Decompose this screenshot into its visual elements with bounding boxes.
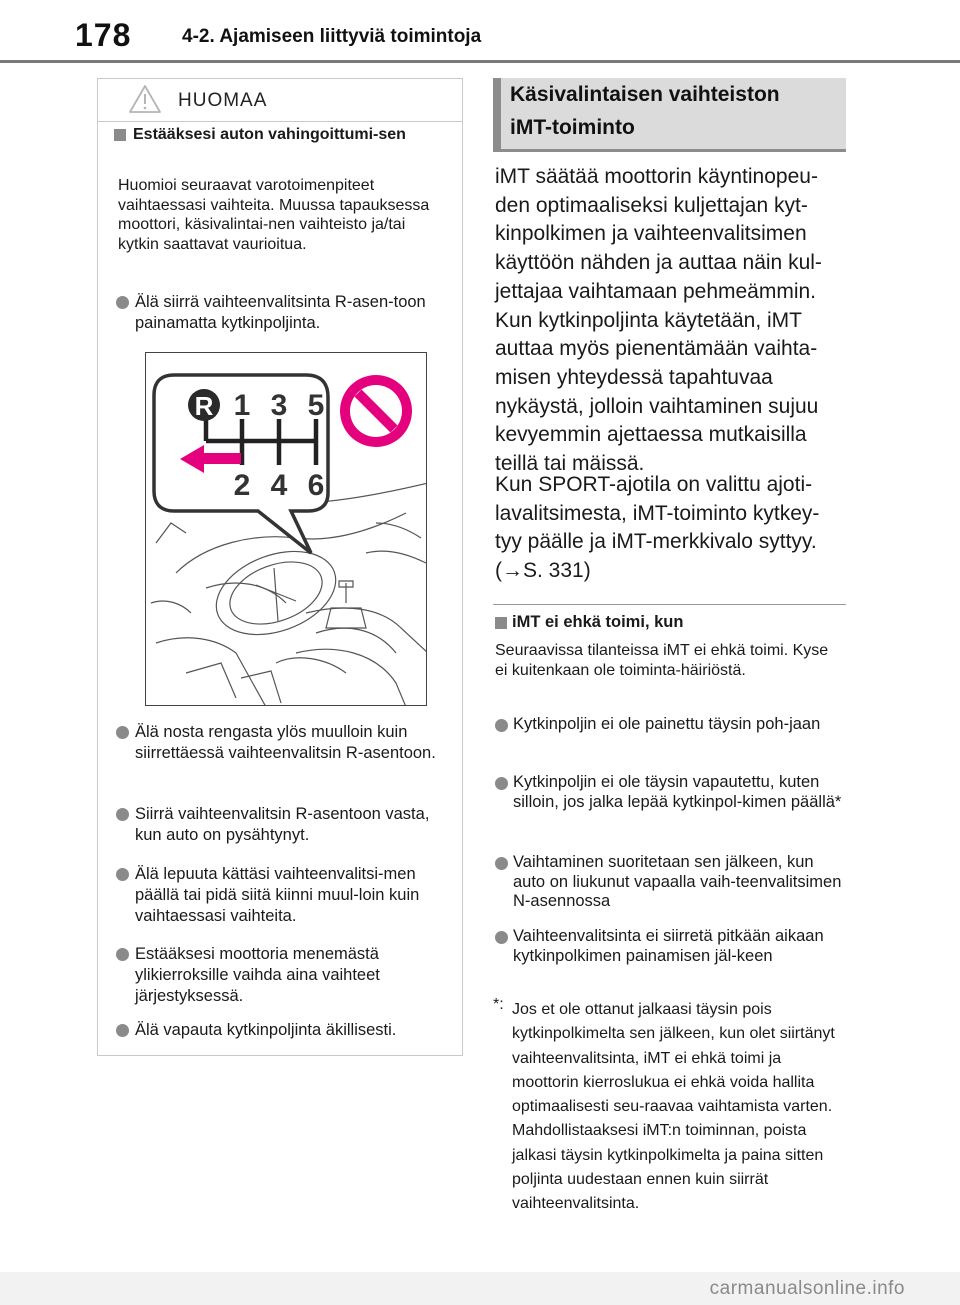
- square-bullet-icon: [114, 129, 126, 141]
- caution-intro: Huomioi seuraavat varotoimenpiteet vaihtaessasi vaihteita. Muussa tapauksessa moottori, käsivalintai-nen vaihteisto ja/tai kytkin saattavat vaurioitua.: [118, 177, 430, 253]
- section-heading: Käsivalintaisen vaihteiston iMT-toiminto: [493, 78, 846, 152]
- round-bullet-icon: [495, 777, 508, 790]
- caution-title: HUOMAA: [178, 90, 268, 111]
- subsection-intro: Seuraavissa tilanteissa iMT ei ehkä toimi. Kyse ei kuitenkaan ole toiminta-häiriöstä.: [495, 642, 829, 679]
- section-title: 4-2. Ajamiseen liittyviä toimintoja: [182, 26, 482, 47]
- round-bullet-icon: [495, 931, 508, 944]
- gear-label: 6: [307, 469, 325, 502]
- gear-label: 3: [270, 389, 288, 422]
- prohibited-icon: [340, 375, 412, 447]
- round-bullet-icon: [116, 296, 129, 309]
- gear-label: 5: [307, 389, 325, 422]
- round-bullet-icon: [116, 808, 129, 821]
- round-bullet-icon: [495, 719, 508, 732]
- footnote-text: Jos et ole ottanut jalkaasi täysin pois kytkinpolkimelta sen jälkeen, kun olet siirtänyt vaihteenvalitsinta, iMT ei ehkä toimi ja moottorin kierroslukua ei ehkä voida hallita optimaalisesti seu-raavaa vaihtamista varten. Mahdollistaaksesi iMT:n toiminnan, poista jalkasi täysin kytkinpolkimelta ja paina sitten poljinta uudestaan ennen kuin siirrät vaihteenvalitsinta.: [512, 1001, 835, 1213]
- round-bullet-icon: [495, 857, 508, 870]
- round-bullet-icon: [116, 726, 129, 739]
- gear-label: 2: [233, 469, 251, 502]
- warning-triangle-icon: [128, 84, 162, 114]
- gear-label: 1: [233, 389, 251, 422]
- gear-label: 4: [270, 469, 288, 502]
- page-header: [0, 0, 960, 64]
- gearshift-drawing: [146, 353, 427, 706]
- gearshift-illustration: [145, 352, 427, 706]
- footnote-mark: *:: [493, 996, 504, 1013]
- round-bullet-icon: [116, 1024, 129, 1037]
- watermark-strip: [0, 1272, 960, 1305]
- imt-description: iMT säätää moottorin käyntinopeu-den optimaaliseksi kuljettajan kyt-kinpolkimen ja vaihteenvalitsimen käyttöön nähden ja auttaa näin kul-jettajaa vaihtamaan pehmeämmin. Kun kytkinpoljinta käytetään, iMT auttaa myös pienentämään vaihta-misen yhteydessä tapahtuvaa nykäystä, jolloin vaihtaminen sujuu kevyemmin ajettaessa mutkaisilla teillä tai mäissä.: [495, 165, 822, 476]
- caution-header: [98, 79, 462, 122]
- watermark-text: carmanualsonline.info: [709, 1278, 905, 1299]
- header-divider: [0, 60, 960, 63]
- round-bullet-icon: [116, 868, 129, 881]
- sport-mode-paragraph: Kun SPORT-ajotila on valittu ajoti-lavalitsimesta, iMT-toiminto kytkey-tyy päälle ja iMT-merkkivalo syttyy. (→S. 331): [495, 473, 820, 583]
- gear-label: R: [194, 391, 214, 421]
- subsection-divider: [493, 604, 846, 605]
- heading-accent-bar: [493, 78, 501, 149]
- page-number: 178: [75, 17, 132, 53]
- round-bullet-icon: [116, 948, 129, 961]
- square-bullet-icon: [495, 617, 507, 629]
